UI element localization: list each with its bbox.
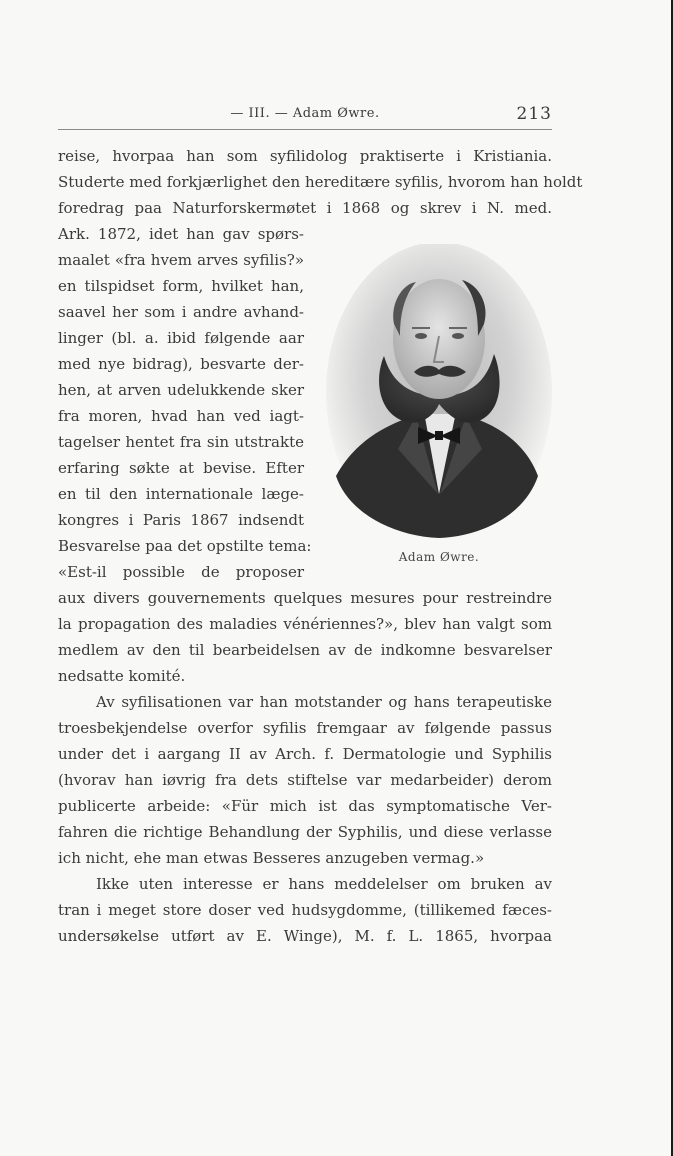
body-line: under det i aargang II av Arch. f. Dermatologie und Syphilis [58, 745, 552, 763]
body-line: medlem av den til bearbeidelsen av de indkomne besvarelser [58, 641, 552, 659]
header-rule [58, 129, 552, 130]
body-line: «Est-il possible de proposer [58, 563, 304, 581]
body-line: nedsatte komité. [58, 667, 186, 685]
running-title: — III. — Adam Øwre. [230, 106, 380, 121]
body-line: en til den internationale læge- [58, 485, 304, 503]
body-line: fra moren, hvad han ved iagt- [58, 407, 304, 425]
body-line: undersøkelse utført av E. Winge), M. f. L. 1865, hvorpaa [58, 927, 552, 945]
body-line: Studerte med forkjærlighet den hereditære syfilis, hvorom han holdt [58, 173, 583, 191]
body-line: kongres i Paris 1867 indsendt [58, 511, 304, 529]
body-line: Av syfilisationen var han motstander og hans terapeutiske [96, 693, 552, 711]
portrait-image [326, 244, 552, 544]
body-line: en tilspidset form, hvilket han, [58, 277, 304, 295]
body-line: la propagation des maladies vénériennes?», blev han valgt som [58, 615, 552, 633]
body-line: foredrag paa Naturforskermøtet i 1868 og skrev i N. med. [58, 199, 552, 217]
body-line: tagelser hentet fra sin utstrakte [58, 433, 304, 451]
portrait-caption: Adam Øwre. [398, 550, 480, 564]
running-head [58, 102, 552, 128]
body-line: ich nicht, ehe man etwas Besseres anzugeben vermag.» [58, 849, 485, 867]
body-line: Ikke uten interesse er hans meddelelser om bruken av [96, 875, 552, 893]
body-line: (hvorav han iøvrig fra dets stiftelse var medarbeider) derom [58, 771, 552, 789]
body-line: fahren die richtige Behandlung der Syphilis, und diese verlasse [58, 823, 552, 841]
body-line: publicerte arbeide: «Für mich ist das symptomatische Ver- [58, 797, 552, 815]
body-line: Ark. 1872, idet han gav spørs- [58, 225, 304, 243]
body-line: med nye bidrag), besvarte der- [58, 355, 304, 373]
body-line: reise, hvorpaa han som syfilidolog praktiserte i Kristiania. [58, 147, 552, 165]
body-line: linger (bl. a. ibid følgende aar [58, 329, 304, 347]
body-line: erfaring søkte at bevise. Efter [58, 459, 304, 477]
body-line: hen, at arven udelukkende sker [58, 381, 304, 399]
body-line: Besvarelse paa det opstilte tema: [58, 537, 312, 555]
body-line: tran i meget store doser ved hudsygdomme, (tillikemed fæces- [58, 901, 552, 919]
body-line: saavel her som i andre avhand- [58, 303, 304, 321]
portrait-illustration [326, 244, 552, 544]
body-line: aux divers gouvernements quelques mesures pour restreindre [58, 589, 552, 607]
body-line: troesbekjendelse overfor syfilis fremgaar av følgende passus [58, 719, 552, 737]
page-number: 213 [516, 104, 552, 124]
body-line: maalet «fra hvem arves syfilis?» [58, 251, 304, 269]
